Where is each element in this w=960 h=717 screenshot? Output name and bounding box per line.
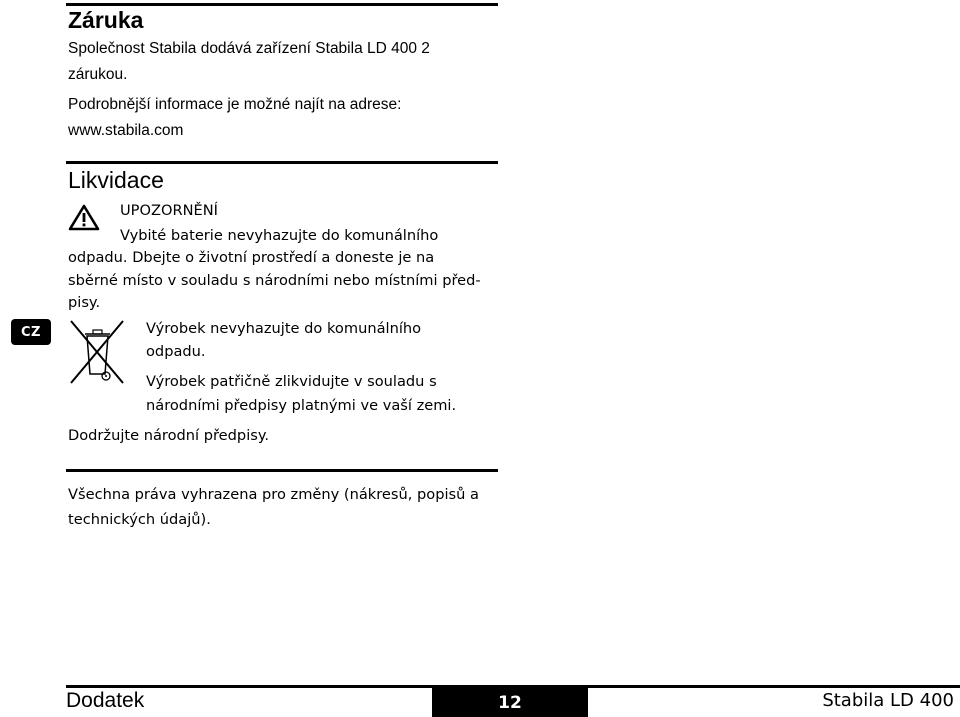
crossed-out-bin-icon [70,320,125,385]
warranty-url[interactable]: www.stabila.com [68,122,184,139]
section-rule-rights [66,469,498,472]
section-rule-top [66,3,498,6]
warranty-line-3: Podrobnější informace je možné najít na adrese: [68,96,402,113]
disposal-title: Likvidace [68,167,164,193]
bin-line-3: Výrobek patřičně zlikvidujte v souladu s [146,373,437,390]
page-number-box [432,688,588,717]
warranty-title: Záruka [68,7,144,33]
warning-line-1: Vybité baterie nevyhazujte do komunálního [120,227,439,244]
footer-section: Dodatek [66,689,145,712]
warranty-line-1: Společnost Stabila dodává zařízení Stabila LD 400 2 [68,40,430,57]
rights-line-2: technických údajů). [68,511,211,528]
warning-line-4: pisy. [68,294,101,311]
warning-heading: UPOZORNĚNÍ [120,202,218,219]
warning-triangle-icon [68,204,100,231]
warranty-line-2: zárukou. [68,66,128,83]
observe-regulations: Dodržujte národní předpisy. [68,427,270,444]
page-number: 12 [498,692,522,713]
rights-line-1: Všechna práva vyhrazena pro změny (nákresů, popisů a [68,486,479,503]
bin-line-4: národními předpisy platnými ve vaší zemi. [146,397,457,414]
warning-line-2: odpadu. Dbejte o životní prostředí a doneste je na [68,249,435,266]
bin-line-1: Výrobek nevyhazujte do komunálního [146,320,422,337]
language-tab: CZ [11,319,51,345]
section-rule-disposal [66,161,498,164]
warning-line-3: sběrné místo v souladu s národními nebo místními před- [68,272,481,289]
bin-line-2: odpadu. [146,343,206,360]
footer-product: Stabila LD 400 [822,690,954,711]
